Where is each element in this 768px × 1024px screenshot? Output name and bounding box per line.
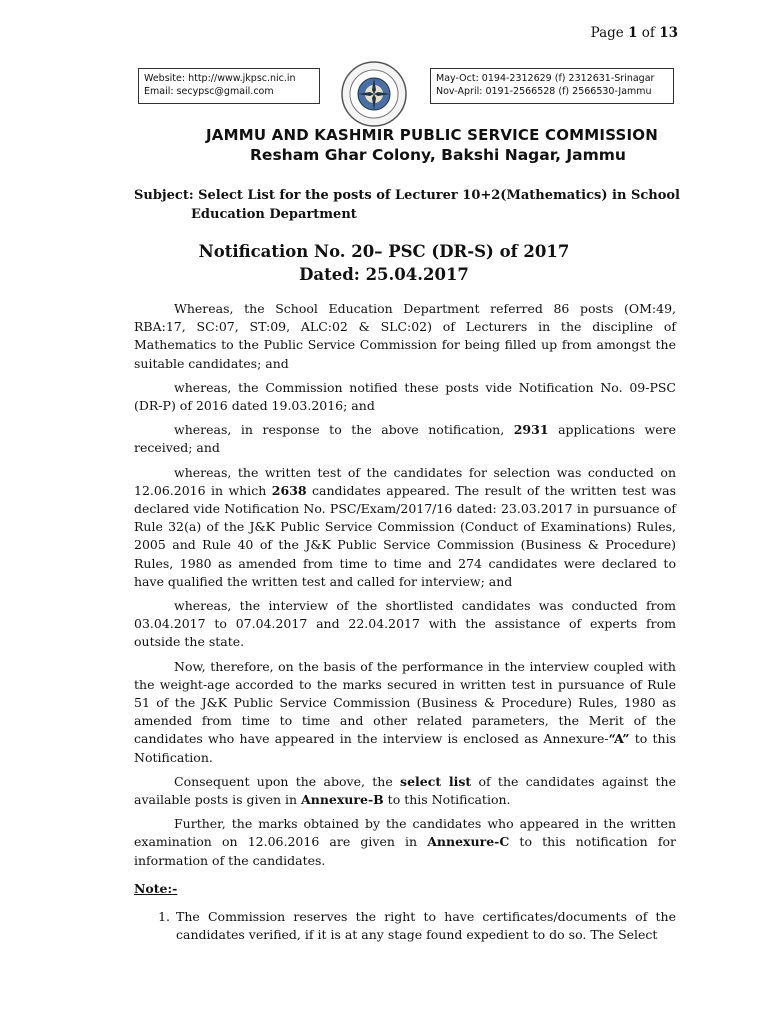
phone-jammu-text: Nov-April: 0191-2566528 (f) 2566530-Jammu	[436, 86, 652, 97]
subject	[134, 186, 684, 224]
contact-box-phone	[430, 68, 674, 104]
commission-address: Resham Ghar Colony, Bakshi Nagar, Jammu	[250, 146, 626, 164]
paragraph-6: Now, therefore, on the basis of the performance in the interview coupled with the weight-age accorded to the marks secured in written test in pursuance of Rule 51 of the J&K Public Service Commission (Business & Procedure) Rules, 1980 as amended from time to time and other related parameters, the Merit of the candidates who have appeared in the interview is enclosed as Annexure-“A” to this Notification.	[134, 658, 676, 765]
page-current: 1	[628, 25, 638, 41]
paragraph-8: Further, the marks obtained by the candidates who appeared in the written examination on 12.06.2016 are given in Annexure-C to this notification for information of the candidates.	[134, 816, 676, 868]
letterhead	[130, 60, 678, 195]
subject-line-1: Subject: Select List for the posts of Lecturer 10+2(Mathematics) in School	[134, 188, 680, 203]
paragraph-3: whereas, in response to the above notification, 2931 applications were received; and	[134, 422, 676, 456]
commission-title: JAMMU AND KASHMIR PUBLIC SERVICE COMMISSION	[206, 126, 659, 144]
note-item-1: 1. The Commission reserves the right to have certificates/documents of the candidates verified, if it is at any stage found expedient to do so. The Select	[174, 908, 676, 944]
email-text: Email: secypsc@gmail.com	[144, 86, 274, 97]
paragraph-4: whereas, the written test of the candidates for selection was conducted on 12.06.2016 in which 2638 candidates appeared. The result of the written test was declared vide Notification No. PSC/Exam/2017/16 dated: 23.03.2017 in pursuance of Rule 32(a) of the J&K Public Service Commission (Conduct of Examinations) Rules, 2005 and Rule 40 of the J&K Public Service Commission (Business & Procedure) Rules, 1980 as amended from time to time and 274 candidates were declared to have qualified the written test and called for interview; and	[134, 464, 676, 589]
phone-srinagar-text: May-Oct: 0194-2312629 (f) 2312631-Srinagar	[436, 73, 655, 84]
note-heading: Note:-	[134, 880, 178, 896]
commission-seal-icon	[340, 60, 408, 128]
note-list	[134, 908, 676, 944]
notification-heading	[0, 240, 768, 286]
notification-date: Dated: 25.04.2017	[299, 265, 469, 284]
paragraph-1: Whereas, the School Education Department referred 86 posts (OM:49, RBA:17, SC:07, ST:09, ALC:02 & SLC:02) of Lecturers in the discipline of Mathematics to the Public Service Commission for being filled up from amongst the suitable candidates; and	[134, 301, 676, 371]
page-number: Page 1 of 13	[590, 25, 678, 41]
page-total: 13	[659, 25, 678, 41]
website-text: Website: http://www.jkpsc.nic.in	[144, 73, 296, 84]
paragraph-7: Consequent upon the above, the select list of the candidates against the available posts is given in Annexure-B to this Notification.	[134, 773, 676, 808]
notification-number: Notification No. 20– PSC (DR-S) of 2017	[198, 242, 570, 261]
notification-body	[134, 300, 676, 945]
paragraph-2: whereas, the Commission notified these posts vide Notification No. 09-PSC (DR-P) of 2016 dated 19.03.2016; and	[134, 379, 676, 414]
subject-line-2: Education Department	[191, 207, 357, 222]
contact-box-web	[138, 68, 320, 104]
paragraph-5: whereas, the interview of the shortlisted candidates was conducted from 03.04.2017 to 07.04.2017 and 22.04.2017 with the assistance of experts from outside the state.	[134, 598, 676, 650]
